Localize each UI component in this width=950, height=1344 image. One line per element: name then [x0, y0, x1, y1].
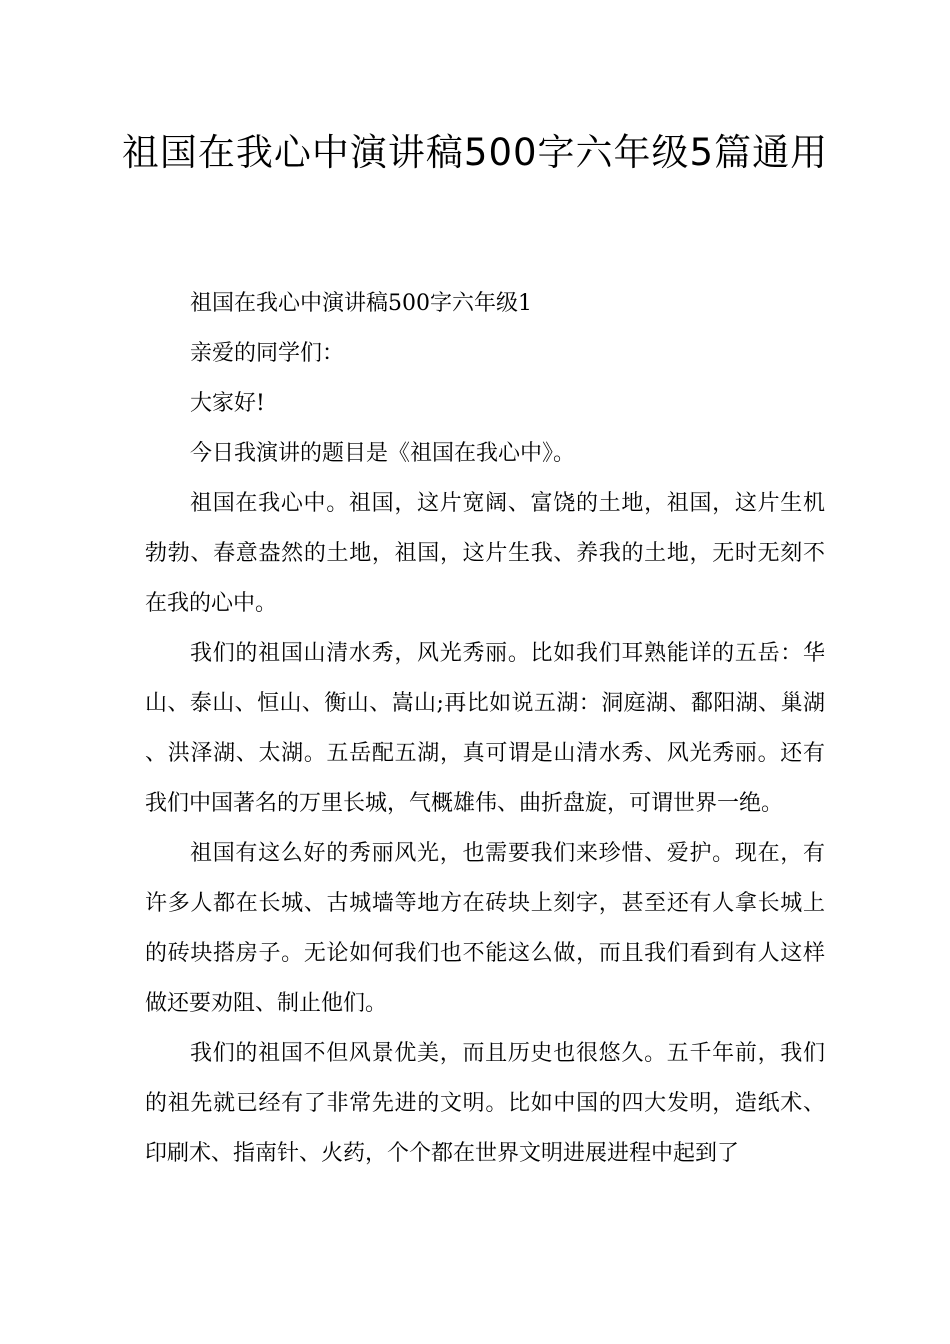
paragraph-body: 祖国有这么好的秀丽风光，也需要我们来珍惜、爱护。现在，有许多人都在长城、古城墙等地方在砖块上刻字，甚至还有人拿长城上的砖块搭房子。无论如何我们也不能这么做，而且我们看到有人这样做还要劝阻、制止他们。	[145, 841, 825, 1016]
paragraph-greeting: 大家好!	[190, 391, 265, 416]
paragraph-salutation: 亲爱的同学们：	[190, 341, 345, 366]
document-title: 祖国在我心中演讲稿500字六年级5篇通用	[121, 131, 829, 174]
paragraph-body: 我们的祖国不但风景优美，而且历史也很悠久。五千年前，我们的祖先就已经有了非常先进的文明。比如中国的四大发明，造纸术、印刷术、指南针、火药，个个都在世界文明进展进程中起到了	[145, 1041, 825, 1166]
document-body	[145, 279, 825, 1179]
paragraph-topic: 今日我演讲的题目是《祖国在我心中》。	[190, 441, 576, 466]
paragraph-heading: 祖国在我心中演讲稿500字六年级1	[190, 291, 532, 316]
paragraph-body: 我们的祖国山清水秀，风光秀丽。比如我们耳熟能详的五岳：华山、泰山、恒山、衡山、嵩山;再比如说五湖：洞庭湖、鄱阳湖、巢湖、洪泽湖、太湖。五岳配五湖，真可谓是山清水秀、风光秀丽。还有我们中国著名的万里长城，气概雄伟、曲折盘旋，可谓世界一绝。	[145, 641, 825, 816]
paragraph-body: 祖国在我心中。祖国，这片宽阔、富饶的土地，祖国，这片生机勃勃、春意盎然的土地，祖国，这片生我、养我的土地，无时无刻不在我的心中。	[145, 491, 825, 616]
